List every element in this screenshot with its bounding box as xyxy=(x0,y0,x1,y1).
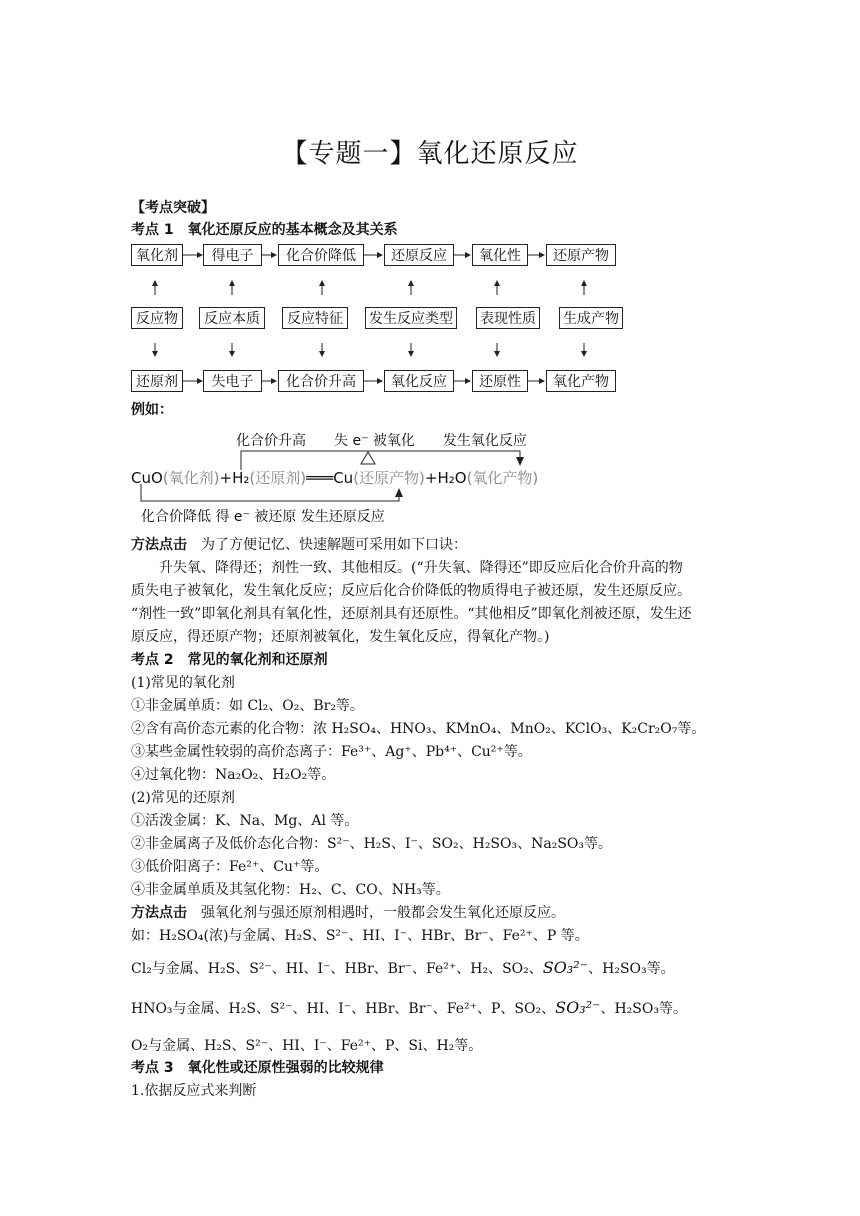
method-note-1 xyxy=(131,535,467,555)
paragraph-line: 原反应，得还原产物；还原剂被氧化，发生氧化反应，得氧化产物。) xyxy=(131,629,550,645)
sulfite-formula: SO₃²⁻ xyxy=(542,958,589,977)
box-valence-decrease: 化合价降低 xyxy=(278,244,364,266)
box-product: 生成产物 xyxy=(559,307,623,329)
paragraph-line xyxy=(131,998,687,1019)
box-valence-increase: 化合价升高 xyxy=(278,370,364,392)
paragraph-line: 升失氧、降得还；剂性一致、其他相反。(“升失氧、降得还”即反应后化合价升高的物 xyxy=(159,560,683,576)
method-text: 强氧化剂与强还原剂相遇时，一般都会发生氧化还原反应。 xyxy=(187,905,565,921)
method-label: 方法点击 xyxy=(131,905,187,921)
heading-kaodian-2: 考点 2 常见的氧化剂和还原剂 xyxy=(131,652,328,668)
method-text: 为了方便记忆、快速解题可采用如下口诀： xyxy=(187,537,467,553)
box-reducing-property: 还原性 xyxy=(472,370,528,392)
list-item: ④过氧化物：Na₂O₂、H₂O₂等。 xyxy=(131,767,336,783)
section-label: 【考点突破】 xyxy=(131,200,215,216)
box-reduction-reaction: 还原反应 xyxy=(384,244,454,266)
box-lose-electron: 失电子 xyxy=(203,370,262,392)
list-item: ①非金属单质：如 Cl₂、O₂、Br₂等。 xyxy=(131,698,364,714)
paragraph-line xyxy=(131,958,675,979)
heading-kaodian-1: 考点 1 氧化还原反应的基本概念及其关系 xyxy=(131,222,398,238)
list-item: ④非金属单质及其氢化物：H₂、C、CO、NH₃等。 xyxy=(131,882,450,898)
text-span: 、H₂SO₃等。 xyxy=(600,1001,687,1017)
box-reactant: 反应物 xyxy=(131,307,183,329)
heading-kaodian-3: 考点 3 氧化性或还原性强弱的比较规律 xyxy=(131,1060,384,1076)
text-span: HNO₃与金属、H₂S、S²⁻、HI、I⁻、HBr、Br⁻、Fe²⁺、P、SO₂、 xyxy=(131,1001,556,1017)
eq-cu: ═══Cu xyxy=(306,469,354,487)
box-reaction-feature: 反应特征 xyxy=(282,307,348,329)
box-oxidation-reaction: 氧化反应 xyxy=(384,370,454,392)
box-reductant: 还原剂 xyxy=(131,370,183,392)
eq-h2o-note: (氧化产物) xyxy=(466,469,539,487)
method-label: 方法点击 xyxy=(131,537,187,553)
box-reaction-essence: 反应本质 xyxy=(199,307,265,329)
box-oxidant: 氧化剂 xyxy=(131,244,183,266)
eq-cuo: CuO xyxy=(131,469,163,487)
box-oxidation-product: 氧化产物 xyxy=(546,370,616,392)
box-reduction-product: 还原产物 xyxy=(546,244,616,266)
eq-cuo-note: (氧化剂) xyxy=(162,469,220,487)
list-item: ②含有高价态元素的化合物：浓 H₂SO₄、HNO₃、KMnO₄、MnO₂、KClO₃、K₂Cr₂O₇等。 xyxy=(131,721,706,737)
method-note-2 xyxy=(131,903,565,923)
sub-heading: 1.依据反应式来判断 xyxy=(131,1083,257,1099)
list-item: ③某些金属性较弱的高价态离子：Fe³⁺、Ag⁺、Pb⁴⁺、Cu²⁺等。 xyxy=(131,744,532,760)
box-oxidizing-property: 氧化性 xyxy=(472,244,528,266)
eq-cu-note: (还原产物) xyxy=(353,469,425,487)
paragraph-line: O₂与金属、H₂S、S²⁻、HI、I⁻、Fe²⁺、P、Si、H₂等。 xyxy=(131,1038,483,1054)
equation-top-label: 化合价升高 失 e⁻ 被氧化 发生氧化反应 xyxy=(236,433,527,449)
box-gain-electron: 得电子 xyxy=(203,244,262,266)
sulfite-formula: SO₃²⁻ xyxy=(555,998,601,1017)
chemical-equation xyxy=(131,467,538,488)
example-label: 例如： xyxy=(131,402,173,418)
list-heading: (2)常见的还原剂 xyxy=(131,790,235,806)
list-heading: (1)常见的氧化剂 xyxy=(131,675,235,691)
page-title: 【专题一】氧化还原反应 xyxy=(281,139,579,169)
paragraph-line: 如：H₂SO₄(浓)与金属、H₂S、S²⁻、HI、I⁻、HBr、Br⁻、Fe²⁺、P 等。 xyxy=(131,928,589,944)
list-item: ②非金属离子及低价态化合物：S²⁻、H₂S、I⁻、SO₂、H₂SO₃、Na₂SO₃等。 xyxy=(131,836,612,852)
eq-h2-note: (还原剂) xyxy=(249,469,307,487)
box-shown-property: 表现性质 xyxy=(476,307,540,329)
equation-bottom-label: 化合价降低 得 e⁻ 被还原 发生还原反应 xyxy=(141,509,385,525)
eq-h2: +H₂ xyxy=(219,469,250,487)
list-item: ①活泼金属：K、Na、Mg、Al 等。 xyxy=(131,813,359,829)
text-span: 、H₂SO₃等。 xyxy=(588,961,675,977)
paragraph-line: 质失电子被氧化，发生氧化反应；反应后化合价降低的物质得电子被还原，发生还原反应。 xyxy=(131,583,691,599)
list-item: ③低价阳离子：Fe²⁺、Cu⁺等。 xyxy=(131,859,329,875)
paragraph-line: “剂性一致”即氧化剂具有氧化性，还原剂具有还原性。“其他相反”即氧化剂被还原，发生还 xyxy=(131,606,692,622)
eq-h2o: +H₂O xyxy=(424,469,467,487)
text-span: Cl₂与金属、H₂S、S²⁻、HI、I⁻、HBr、Br⁻、Fe²⁺、H₂、SO₂、 xyxy=(131,961,543,977)
box-reaction-type: 发生反应类型 xyxy=(365,307,457,329)
